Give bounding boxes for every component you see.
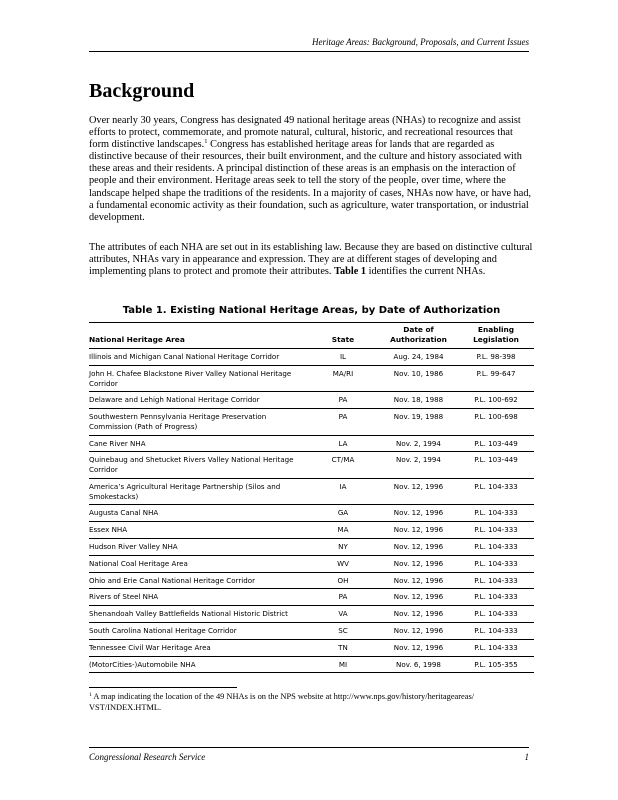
cell-area: Cane River NHA	[89, 435, 307, 452]
cell-area: John H. Chafee Blackstone River Valley National Heritage Corridor	[89, 365, 307, 392]
cell-area: Essex NHA	[89, 522, 307, 539]
footnote	[89, 692, 534, 713]
footer-publisher: Congressional Research Service	[89, 752, 206, 762]
cell-legislation: P.L. 100-698	[458, 409, 534, 436]
cell-area: Southwestern Pennsylvania Heritage Preservation Commission (Path of Progress)	[89, 409, 307, 436]
cell-date: Nov. 12, 1996	[379, 606, 458, 623]
table-row	[89, 538, 534, 555]
cell-date: Nov. 12, 1996	[379, 589, 458, 606]
cell-area: (MotorCities-)Automobile NHA	[89, 656, 307, 673]
table-row	[89, 409, 534, 436]
col-header-leg-line1: Enabling	[477, 325, 515, 334]
cell-legislation: P.L. 104-333	[458, 538, 534, 555]
cell-state: MA/RI	[307, 365, 379, 392]
table-row	[89, 452, 534, 479]
paragraph-1-text-cont: Congress has established heritage areas for lands that are regarded as distinctive because of their resources, their built environment, and the culture and history associated with these areas and their residents. A principal distinction of these areas is an emphasis on the interaction of people and their environment. Heritage areas seek to tell the story of the people, over time, where the landscape helped shape the traditions of the residents. In a majority of cases, NHAs now have, or have had, a fundamental economic activity as their foundation, such as agriculture, water transportation, or industrial development.	[89, 139, 532, 223]
table-row	[89, 349, 534, 366]
cell-date: Nov. 2, 1994	[379, 452, 458, 479]
running-head: Heritage Areas: Background, Proposals, and Current Issues	[312, 37, 529, 47]
cell-area: Ohio and Erie Canal National Heritage Corridor	[89, 572, 307, 589]
cell-date: Nov. 18, 1988	[379, 392, 458, 409]
col-header-date-line2: Authorization	[390, 335, 447, 344]
cell-legislation: P.L. 99-647	[458, 365, 534, 392]
cell-legislation: P.L. 105-355	[458, 656, 534, 673]
cell-area: Delaware and Lehigh National Heritage Corridor	[89, 392, 307, 409]
cell-legislation: P.L. 100-692	[458, 392, 534, 409]
cell-state: GA	[307, 505, 379, 522]
cell-state: VA	[307, 606, 379, 623]
table-header-row	[89, 323, 534, 349]
footer-rule	[89, 747, 529, 748]
cell-date: Nov. 19, 1988	[379, 409, 458, 436]
paragraph-2-tail: identifies the current NHAs.	[366, 266, 486, 278]
table-body	[89, 349, 534, 673]
cell-legislation: P.L. 103-449	[458, 435, 534, 452]
cell-state: MI	[307, 656, 379, 673]
cell-state: PA	[307, 392, 379, 409]
cell-state: IL	[307, 349, 379, 366]
cell-date: Nov. 12, 1996	[379, 555, 458, 572]
table-row	[89, 572, 534, 589]
table-row	[89, 656, 534, 673]
heritage-areas-table	[89, 322, 534, 673]
cell-legislation: P.L. 104-333	[458, 505, 534, 522]
cell-area: Augusta Canal NHA	[89, 505, 307, 522]
col-header-date-line1: Date of	[403, 325, 434, 334]
cell-state: NY	[307, 538, 379, 555]
cell-date: Nov. 6, 1998	[379, 656, 458, 673]
cell-area: Hudson River Valley NHA	[89, 538, 307, 555]
cell-area: Rivers of Steel NHA	[89, 589, 307, 606]
cell-legislation: P.L. 98-398	[458, 349, 534, 366]
col-header-date	[379, 323, 458, 349]
table-row	[89, 639, 534, 656]
cell-state: OH	[307, 572, 379, 589]
table-row	[89, 589, 534, 606]
cell-date: Nov. 12, 1996	[379, 478, 458, 505]
cell-legislation: P.L. 104-333	[458, 639, 534, 656]
col-header-legislation	[458, 323, 534, 349]
cell-legislation: P.L. 104-333	[458, 589, 534, 606]
cell-state: IA	[307, 478, 379, 505]
cell-legislation: P.L. 103-449	[458, 452, 534, 479]
table-row	[89, 622, 534, 639]
cell-date: Nov. 10, 1986	[379, 365, 458, 392]
col-header-leg-line2: Legislation	[473, 335, 519, 344]
cell-date: Aug. 24, 1984	[379, 349, 458, 366]
cell-area: Tennessee Civil War Heritage Area	[89, 639, 307, 656]
paragraph-2-text: The attributes of each NHA are set out in its establishing law. Because they are based on distinctive cultural attributes, NHAs vary in appearance and expression. They are at different stages of developing and implementing plans to protect and promote their attributes.	[89, 242, 533, 278]
cell-state: MA	[307, 522, 379, 539]
cell-legislation: P.L. 104-333	[458, 572, 534, 589]
paragraph-1	[89, 115, 534, 224]
cell-state: LA	[307, 435, 379, 452]
cell-date: Nov. 12, 1996	[379, 622, 458, 639]
header-rule	[89, 51, 529, 52]
table-row	[89, 505, 534, 522]
cell-area: National Coal Heritage Area	[89, 555, 307, 572]
col-header-area: National Heritage Area	[89, 323, 307, 349]
table-row	[89, 606, 534, 623]
cell-legislation: P.L. 104-333	[458, 478, 534, 505]
footnote-number: 1	[89, 692, 92, 698]
section-heading: Background	[89, 80, 195, 102]
table-row	[89, 478, 534, 505]
cell-date: Nov. 12, 1996	[379, 572, 458, 589]
cell-state: TN	[307, 639, 379, 656]
cell-area: Shenandoah Valley Battlefields National Historic District	[89, 606, 307, 623]
cell-state: PA	[307, 409, 379, 436]
table-row	[89, 392, 534, 409]
cell-area: Illinois and Michigan Canal National Heritage Corridor	[89, 349, 307, 366]
cell-legislation: P.L. 104-333	[458, 555, 534, 572]
cell-date: Nov. 12, 1996	[379, 505, 458, 522]
cell-state: WV	[307, 555, 379, 572]
cell-area: Quinebaug and Shetucket Rivers Valley National Heritage Corridor	[89, 452, 307, 479]
footnote-ref[interactable]: 1	[204, 138, 208, 146]
cell-area: America’s Agricultural Heritage Partnership (Silos and Smokestacks)	[89, 478, 307, 505]
cell-state: CT/MA	[307, 452, 379, 479]
cell-state: PA	[307, 589, 379, 606]
paragraph-2	[89, 242, 534, 278]
table-row	[89, 555, 534, 572]
cell-legislation: P.L. 104-333	[458, 522, 534, 539]
footnote-rule	[89, 687, 237, 688]
cell-date: Nov. 12, 1996	[379, 538, 458, 555]
footnote-text: A map indicating the location of the 49 NHAs is on the NPS website at http://www.nps.gov/history/heritageareas/ VST/INDEX.HTML.	[89, 692, 475, 712]
cell-area: South Carolina National Heritage Corridor	[89, 622, 307, 639]
table-reference: Table 1	[334, 266, 367, 278]
cell-state: SC	[307, 622, 379, 639]
cell-date: Nov. 12, 1996	[379, 639, 458, 656]
cell-legislation: P.L. 104-333	[458, 622, 534, 639]
table-row	[89, 435, 534, 452]
paragraph-1-text: Over nearly 30 years, Congress has designated 49 national heritage areas (NHAs) to recognize and assist efforts to protect, commemorate, and promote natural, cultural, historic, and recreational resources that form distinctive landscapes.	[89, 115, 521, 151]
table-row	[89, 522, 534, 539]
cell-date: Nov. 2, 1994	[379, 435, 458, 452]
cell-legislation: P.L. 104-333	[458, 606, 534, 623]
cell-date: Nov. 12, 1996	[379, 522, 458, 539]
page-number: 1	[524, 752, 529, 762]
table-caption: Table 1. Existing National Heritage Areas, by Date of Authorization	[122, 305, 501, 316]
table-row	[89, 365, 534, 392]
col-header-state: State	[307, 323, 379, 349]
